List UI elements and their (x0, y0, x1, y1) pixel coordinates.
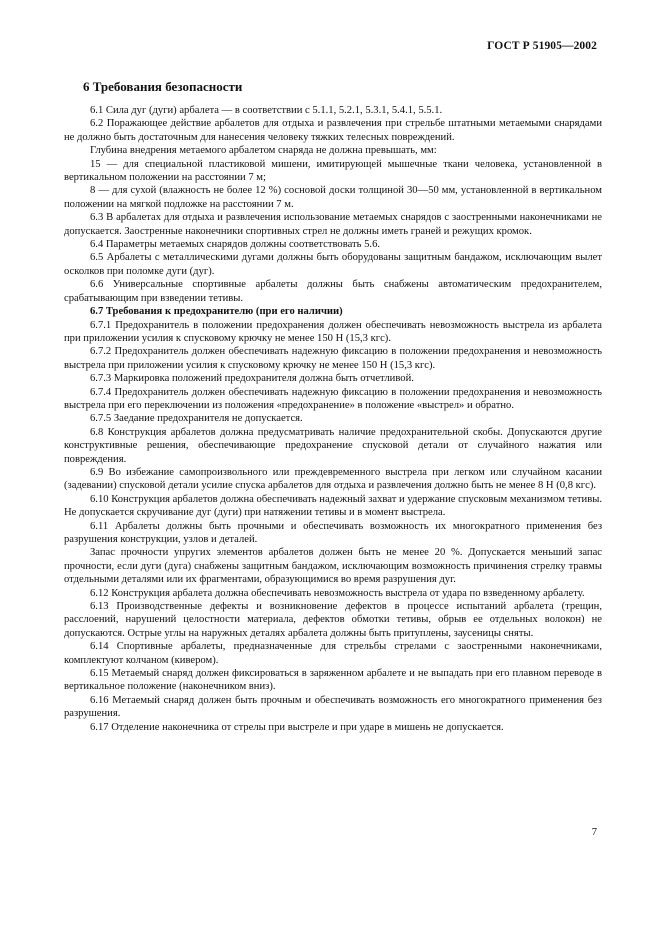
paragraph-6-7-2: 6.7.2 Предохранитель должен обеспечивать надежную фиксацию в положении предохранения и невозможность выстрела при приложении усилия к спусковому крючку не менее 150 Н (15,3 кгс). (64, 346, 602, 371)
paragraph-6-2: 6.2 Поражающее действие арбалетов для отдыха и развлечения при стрельбе штатными метаемыми снарядами не должно быть достаточным для нанесения человеку тяжких телесных повреждений. (64, 118, 602, 143)
paragraph-penetration-15: 15 — для специальной пластиковой мишени, имитирующей мышечные ткани человека, установленной в вертикальном положении на расстоянии 7 м; (64, 158, 602, 184)
paragraph-6-7-5: 6.7.5 Заедание предохранителя не допускается. (90, 413, 303, 425)
paragraph-6-11: 6.11 Арбалеты должны быть прочными и обеспечивать возможность их многократного применения без разрушения конструкции, узлов и деталей. (64, 520, 602, 545)
paragraph-6-6: 6.6 Универсальные спортивные арбалеты должны быть снабжены автоматическим предохранителем, срабатывающим при взведении тетивы. (64, 279, 602, 304)
paragraph-6-15: 6.15 Метаемый снаряд должен фиксироваться в заряженном арбалете и не выпадать при его плавном переводе в вертикальное положение (наконечником вниз). (64, 668, 602, 693)
paragraph-6-5: 6.5 Арбалеты с металлическими дугами должны быть оборудованы защитным бандажом, исключающим вылет осколков при поломке дуги (дуг). (64, 252, 602, 277)
paragraph-6-4: 6.4 Параметры метаемых снарядов должны соответствовать 5.6. (90, 239, 381, 251)
paragraph-6-13: 6.13 Производственные дефекты и возникновение дефектов в процессе испытаний арбалета (трещин, расслоений, нарушений целостности материала, дефектов обмотки тетивы, обрыв ее отдельных волокон) не допускаются. Острые углы на наружных деталях арбалета должны быть притуплены, заусеницы сняты. (64, 601, 602, 639)
paragraph-6-17: 6.17 Отделение наконечника от стрелы при выстреле и при ударе в мишень не допускается. (90, 721, 504, 733)
page-number: 7 (591, 827, 597, 838)
paragraph-penetration-8: 8 — для сухой (влажность не более 12 %) сосновой доски толщиной 30—50 мм, установленной в вертикальном положении на мягкой подложке на расстоянии 7 м. (64, 185, 602, 210)
subsection-heading-6-7: 6.7 Требования к предохранителю (при его наличии) (90, 306, 343, 318)
section-body (64, 104, 602, 734)
paragraph-6-7-1: 6.7.1 Предохранитель в положении предохранения должен обеспечивать невозможность выстрела из арбалета при приложении усилия к спусковому крючку не менее 150 Н (15,3 кгс). (64, 319, 602, 344)
paragraph-6-7-4: 6.7.4 Предохранитель должен обеспечивать надежную фиксацию в положении предохранения и невозможность выстрела при его переключении из положения «предохранение» в положение «выстрел» и обратно. (64, 386, 602, 411)
paragraph-strength-margin: Запас прочности упругих элементов арбалетов должен быть не менее 20 %. Допускается меньший запас прочности, если дуги (дуга) снабжены защитным бандажом, исключающим возможность причинения стрелку травмы отдельными деталями или их фрагментами, образующимися во время разрушения дуг. (64, 547, 602, 586)
paragraph-penetration-intro: Глубина внедрения метаемого арбалетом снаряда не должна превышать, мм: (90, 145, 437, 157)
paragraph-6-3: 6.3 В арбалетах для отдыха и развлечения использование метаемых снарядов с заостренными наконечниками не допускается. Заостренные наконечники спортивных стрел не должны иметь граней и режущих кромок. (64, 212, 602, 237)
section-title: 6 Требования безопасности (83, 79, 243, 94)
paragraph-6-16: 6.16 Метаемый снаряд должен быть прочным и обеспечивать возможность его многократного применения без разрушения. (64, 694, 602, 720)
paragraph-6-10: 6.10 Конструкция арбалетов должна обеспечивать надежный захват и удержание спусковым механизмом тетивы. Не допускается скручивание дуг (дуги) при натяжении тетивы и в момент выстрела. (64, 493, 602, 519)
paragraph-6-12: 6.12 Конструкция арбалета должна обеспечивать невозможность выстрела от удара по взведенному арбалету. (90, 587, 585, 599)
paragraph-6-7-3: 6.7.3 Маркировка положений предохранителя должна быть отчетливой. (90, 373, 414, 385)
standard-code-header: ГОСТ Р 51905—2002 (487, 40, 597, 52)
paragraph-6-8: 6.8 Конструкция арбалетов должна предусматривать наличие предохранительной скобы. Допускаются другие конструктивные решения, обеспечивающие предохранение спусковой детали от случайного нажатия или повреждения. (64, 426, 602, 465)
paragraph-6-1: 6.1 Сила дуг (дуги) арбалета — в соответствии с 5.1.1, 5.2.1, 5.3.1, 5.4.1, 5.5.1. (90, 105, 443, 116)
paragraph-6-9: 6.9 Во избежание самопроизвольного или преждевременного выстрела при легком или случайном касании (задевании) спусковой детали усилие спуска арбалетов для отдыха и развлечения должно быть не менее 8 Н (0,8 кгс). (64, 466, 602, 492)
paragraph-6-14: 6.14 Спортивные арбалеты, предназначенные для стрельбы стрелами с заостренными наконечниками, комплектуют колчаном (кивером). (64, 641, 602, 666)
